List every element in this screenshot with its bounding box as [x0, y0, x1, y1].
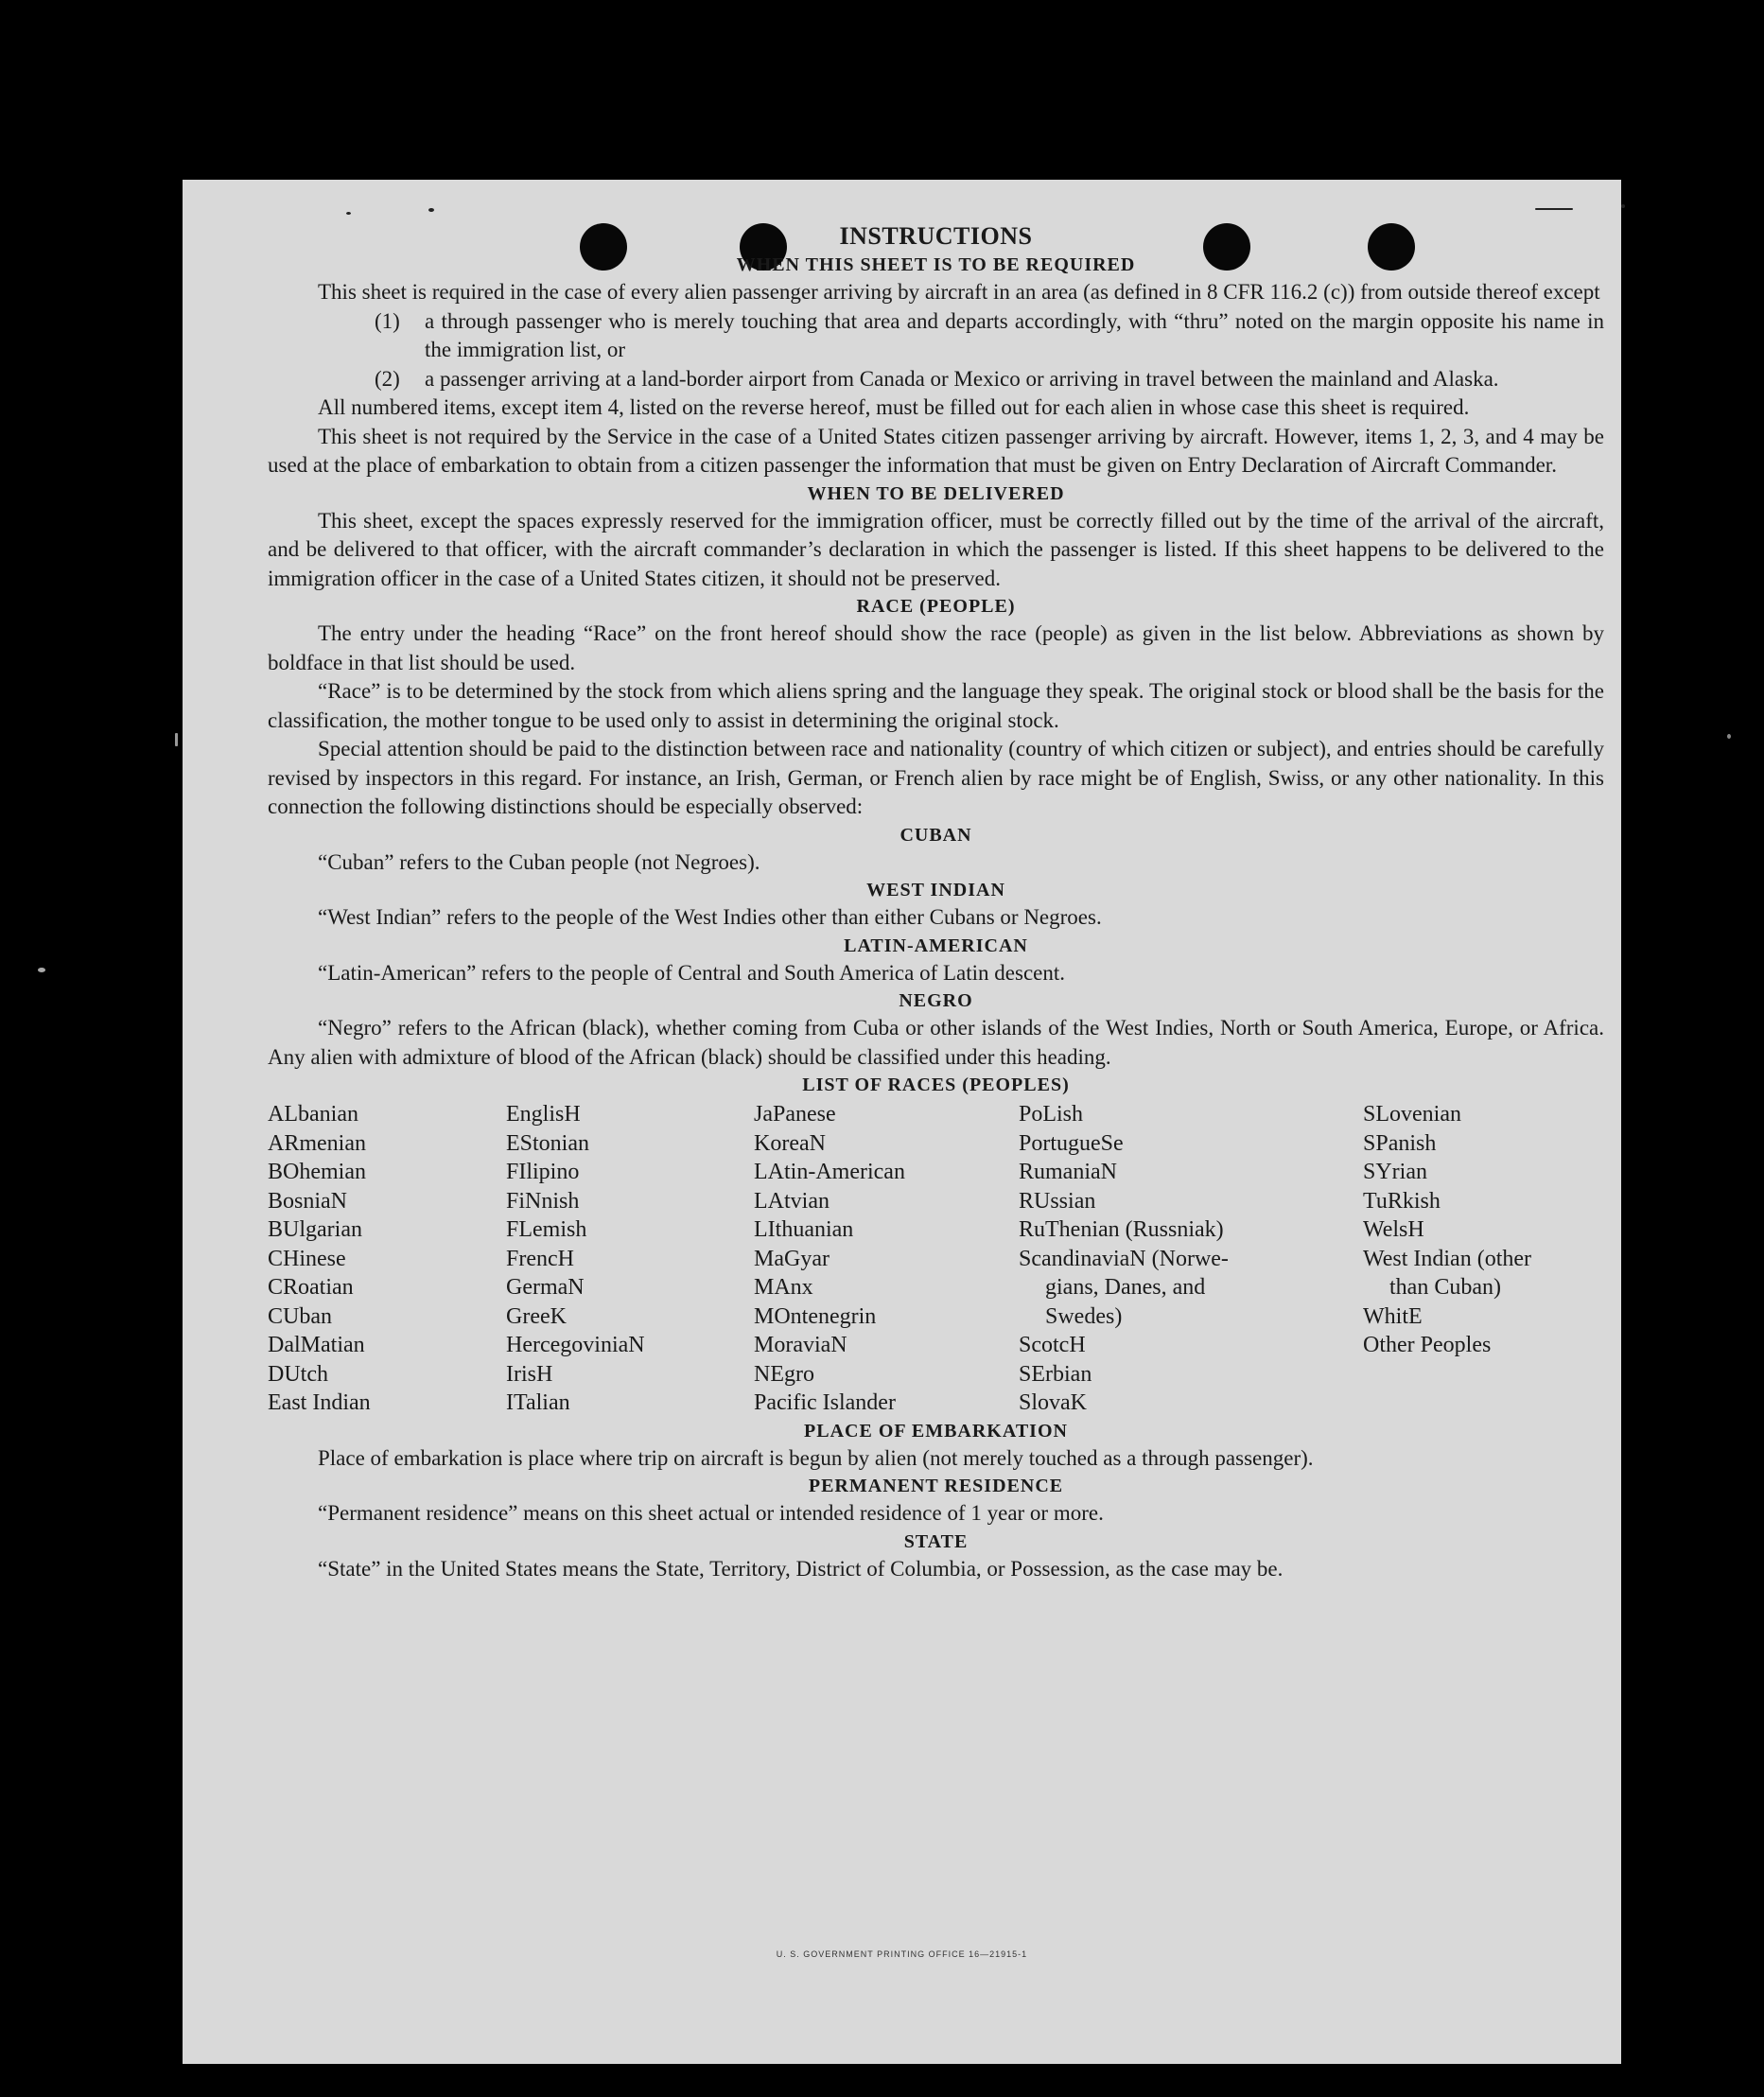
race-entry: WhitE — [1363, 1303, 1423, 1329]
race-entry: LIthuanian — [754, 1217, 854, 1242]
race-entry: GreeK — [506, 1303, 567, 1329]
race-entry: WelsH — [1363, 1217, 1424, 1242]
race-entry: ScandinaviaN (Norwe- — [1019, 1246, 1229, 1271]
section-heading: LATIN-AMERICAN — [844, 935, 1028, 956]
section-heading: PERMANENT RESIDENCE — [808, 1476, 1064, 1496]
race-entry: CRoatian — [268, 1275, 354, 1300]
exception-number: (1) — [375, 308, 400, 333]
exception-item — [375, 307, 1604, 365]
race-entry: BUlgarian — [268, 1217, 362, 1242]
paragraph: Special attention should be paid to the distinction between race and nationality (country of which citizen or subject), and entries should be carefully revised by inspectors in this regard. For instance, an Irish, German, or French alien by race might be of English, Swiss, or any other nationality. In this connection the following distinctions should be especially observed: — [268, 737, 1604, 818]
section-heading: PLACE OF EMBARKATION — [804, 1420, 1068, 1442]
section-heading: WHEN THIS SHEET IS TO BE REQUIRED — [736, 254, 1136, 275]
race-entry: FrencH — [506, 1246, 574, 1271]
race-entry: SErbian — [1019, 1361, 1092, 1387]
paragraph: “State” in the United States means the State, Territory, District of Columbia, or Possession, as the case may be. — [318, 1556, 1284, 1581]
scan-speck — [175, 733, 178, 746]
paragraph: All numbered items, except item 4, listed on the reverse hereof, must be filled out for each alien in whose case this sheet is required. — [318, 395, 1470, 419]
exception-item — [375, 365, 1604, 394]
race-entry: IrisH — [506, 1361, 553, 1387]
race-entry: DUtch — [268, 1361, 328, 1387]
race-entry-continuation: Swedes) — [1045, 1303, 1123, 1329]
race-entry: ALbanian — [268, 1102, 358, 1127]
document-sheet — [183, 180, 1621, 2064]
race-entry: MaGyar — [754, 1246, 830, 1271]
race-entry: KoreaN — [754, 1130, 826, 1156]
race-entry: East Indian — [268, 1390, 371, 1415]
race-entry: PortugueSe — [1019, 1130, 1124, 1156]
paragraph: “Permanent residence” means on this sheet actual or intended residence of 1 year or more. — [318, 1501, 1104, 1525]
paragraph: “Cuban” refers to the Cuban people (not Negroes). — [318, 849, 760, 874]
paragraph: This sheet is not required by the Service in the case of a United States citizen passenger arriving by aircraft. However, items 1, 2, 3, and 4 may be used at the place of embarkation to obtain from a citizen passenger the information that must be given on Entry Declaration of Aircraft Commander. — [268, 424, 1604, 477]
race-entry: TuRkish — [1363, 1188, 1441, 1214]
race-entry: EnglisH — [506, 1102, 581, 1127]
race-entry: CHinese — [268, 1246, 346, 1271]
paper-speck — [1535, 208, 1573, 210]
race-entry: FLemish — [506, 1217, 587, 1242]
race-column — [1363, 1100, 1603, 1418]
race-entry: ARmenian — [268, 1130, 366, 1156]
paragraph: Place of embarkation is place where trip on aircraft is begun by alien (not merely touched as a through passenger). — [318, 1445, 1314, 1470]
paragraph: This sheet, except the spaces expressly reserved for the immigration officer, must be correctly filled out by the time of the arrival of the aircraft, and be delivered to that officer, with the aircraft commander’s declaration in which the passenger is listed. If this sheet happens to be delivered to the immigration officer in the case of a United States citizen, it should not be preserved. — [268, 508, 1604, 590]
race-entry: Pacific Islander — [754, 1390, 896, 1415]
race-entry: NEgro — [754, 1361, 814, 1387]
race-column — [268, 1100, 506, 1418]
section-heading: NEGRO — [899, 990, 973, 1011]
printer-imprint: U. S. GOVERNMENT PRINTING OFFICE 16—21915-1 — [776, 1949, 1028, 1959]
instructions-body — [268, 221, 1604, 1583]
race-entry: SlovaK — [1019, 1390, 1087, 1415]
paragraph: “Latin-American” refers to the people of Central and South America of Latin descent. — [318, 960, 1065, 985]
race-entry: SLovenian — [1363, 1102, 1461, 1127]
section-heading: STATE — [903, 1530, 969, 1552]
paragraph: “Race” is to be determined by the stock from which aliens spring and the language they speak. The original stock or blood shall be the basis for the classification, the mother tongue to be used only to assist in determining the original stock. — [268, 679, 1604, 732]
race-entry: DalMatian — [268, 1333, 365, 1357]
exception-number: (2) — [375, 366, 400, 391]
race-entry: JaPanese — [754, 1102, 836, 1127]
race-entry: LAtvian — [754, 1188, 830, 1214]
race-entry: ITalian — [506, 1390, 570, 1415]
race-entry: RumaniaN — [1019, 1160, 1117, 1184]
exception-text: a passenger arriving at a land-border airport from Canada or Mexico or arriving in travel between the mainland and Alaska. — [425, 366, 1499, 391]
paragraph: This sheet is required in the case of every alien passenger arriving by aircraft in an area (as defined in 8 CFR 116.2 (c)) from outside thereof except — [318, 280, 1600, 304]
race-entry: West Indian (other — [1363, 1246, 1532, 1271]
race-entry: LAtin-American — [754, 1160, 905, 1184]
race-entry: PoLish — [1019, 1102, 1084, 1127]
race-entry: CUban — [268, 1303, 332, 1329]
race-entry: HercegoviniaN — [506, 1333, 645, 1357]
race-entry: BOhemian — [268, 1160, 366, 1184]
paragraph: “Negro” refers to the African (black), whether coming from Cuba or other islands of the West Indies, North or South America, Europe, or Africa. Any alien with admixture of blood of the African (black) should be classified under this heading. — [268, 1016, 1604, 1069]
race-entry: BosniaN — [268, 1188, 347, 1214]
race-entry-continuation: gians, Danes, and — [1045, 1275, 1206, 1300]
race-entry: Other Peoples — [1363, 1333, 1492, 1357]
race-entry: RUssian — [1019, 1188, 1096, 1214]
race-entry: MAnx — [754, 1275, 813, 1300]
scan-speck — [38, 968, 45, 972]
race-entry-continuation: than Cuban) — [1389, 1275, 1501, 1300]
race-entry: FiNnish — [506, 1188, 580, 1214]
race-entry: MOntenegrin — [754, 1303, 877, 1329]
race-entry: ScotcH — [1019, 1333, 1086, 1357]
section-heading: LIST OF RACES (PEOPLES) — [802, 1075, 1070, 1095]
paper-speck — [346, 212, 351, 215]
race-entry: RuThenian (Russniak) — [1019, 1217, 1224, 1242]
race-entry: GermaN — [506, 1275, 585, 1300]
section-heading: CUBAN — [899, 824, 972, 846]
race-column — [506, 1100, 754, 1418]
paragraph: “West Indian” refers to the people of the West Indies other than either Cubans or Negroes. — [318, 905, 1102, 929]
exception-text: a through passenger who is merely touching that area and departs accordingly, with “thru” noted on the margin opposite his name in the immigration list, or — [425, 308, 1604, 361]
race-entry: SYrian — [1363, 1160, 1427, 1184]
race-column — [754, 1100, 1019, 1418]
section-heading: WHEN TO BE DELIVERED — [807, 482, 1065, 504]
race-entry: SPanish — [1363, 1130, 1437, 1156]
paper-speck — [428, 208, 434, 212]
race-entry: FIlipino — [506, 1160, 580, 1184]
scan-speck — [1727, 734, 1731, 739]
race-list — [268, 1100, 1604, 1418]
paper-speck — [1621, 204, 1625, 208]
page-title: INSTRUCTIONS — [839, 222, 1033, 250]
race-entry: MoraviaN — [754, 1333, 847, 1357]
race-entry: EStonian — [506, 1130, 589, 1156]
section-heading: WEST INDIAN — [866, 880, 1005, 900]
race-column — [1019, 1100, 1363, 1418]
section-heading: RACE (PEOPLE) — [856, 596, 1016, 617]
paragraph: The entry under the heading “Race” on the front hereof should show the race (people) as given in the list below. Abbreviations as shown by boldface in that list should be used. — [268, 621, 1604, 674]
